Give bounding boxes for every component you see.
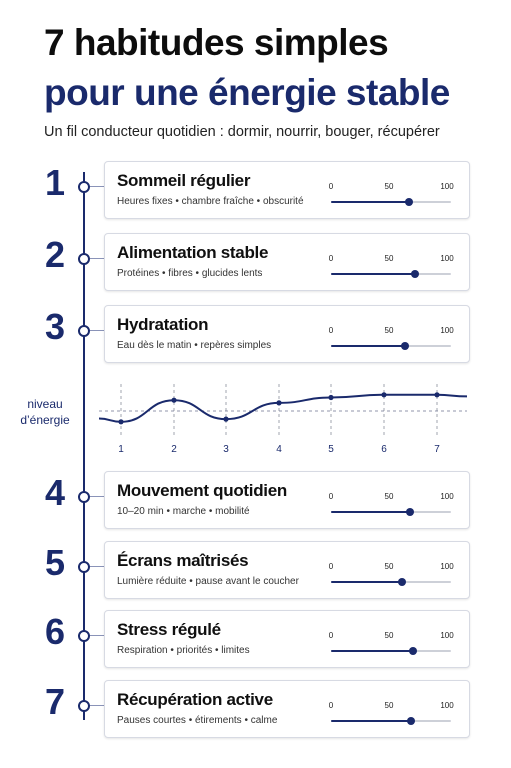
habit-description: 10–20 min • marche • mobilité bbox=[117, 506, 250, 517]
scale-tick-label: 100 bbox=[440, 701, 454, 710]
title-line-1: 7 habitudes simples bbox=[44, 22, 389, 63]
x-tick-label: 1 bbox=[118, 444, 124, 455]
habit-title: Stress régulé bbox=[117, 620, 221, 639]
scale-tick-label: 100 bbox=[440, 254, 454, 263]
level-slider-fill bbox=[331, 650, 413, 652]
level-slider-fill bbox=[331, 511, 410, 513]
scale-tick-label: 100 bbox=[440, 562, 454, 571]
level-slider-track bbox=[331, 511, 451, 513]
habit-title: Mouvement quotidien bbox=[117, 481, 287, 500]
timeline-connector bbox=[90, 186, 104, 187]
timeline-connector bbox=[90, 496, 104, 497]
scale-tick-label: 0 bbox=[328, 182, 334, 191]
x-tick-label: 3 bbox=[223, 444, 229, 455]
habit-card bbox=[104, 680, 470, 738]
scale-tick-label: 100 bbox=[440, 631, 454, 640]
scale-tick-label: 50 bbox=[384, 182, 394, 191]
level-slider-fill bbox=[331, 581, 402, 583]
level-slider-track bbox=[331, 650, 451, 652]
habit-card bbox=[104, 471, 470, 529]
timeline-node bbox=[78, 700, 90, 712]
timeline-node bbox=[78, 491, 90, 503]
habit-card bbox=[104, 233, 470, 291]
habit-description: Pauses courtes • étirements • calme bbox=[117, 715, 278, 726]
habit-number: 4 bbox=[44, 472, 66, 513]
level-slider-knob bbox=[398, 578, 406, 586]
habit-number: 5 bbox=[44, 542, 66, 583]
habit-description: Eau dès le matin • repères simples bbox=[117, 340, 272, 351]
x-tick-label: 4 bbox=[276, 444, 282, 455]
level-slider-knob bbox=[406, 508, 414, 516]
scale-tick-label: 0 bbox=[328, 631, 334, 640]
energy-point bbox=[171, 398, 176, 403]
timeline-connector bbox=[90, 330, 104, 331]
scale-tick-label: 50 bbox=[384, 701, 394, 710]
level-slider-track bbox=[331, 720, 451, 722]
x-tick-label: 5 bbox=[328, 444, 334, 455]
x-tick-label: 6 bbox=[381, 444, 387, 455]
level-slider-fill bbox=[331, 201, 409, 203]
level-slider-knob bbox=[407, 717, 415, 725]
habit-title: Récupération active bbox=[117, 690, 273, 709]
habit-number: 7 bbox=[44, 681, 66, 722]
timeline-node bbox=[78, 181, 90, 193]
energy-point bbox=[434, 392, 439, 397]
energy-chart bbox=[95, 378, 470, 462]
habit-card bbox=[104, 610, 470, 668]
habit-description: Protéines • fibres • glucides lents bbox=[117, 268, 263, 279]
level-slider-fill bbox=[331, 720, 411, 722]
title-line-2: pour une énergie stable bbox=[44, 72, 450, 113]
scale-tick-label: 50 bbox=[384, 562, 394, 571]
scale-tick-label: 100 bbox=[440, 492, 454, 501]
level-slider-knob bbox=[411, 270, 419, 278]
energy-point bbox=[223, 417, 228, 422]
scale-tick-label: 50 bbox=[384, 254, 394, 263]
habit-card bbox=[104, 305, 470, 363]
habit-number: 6 bbox=[44, 611, 66, 652]
timeline-connector bbox=[90, 635, 104, 636]
habit-title: Hydratation bbox=[117, 315, 209, 334]
timeline-connector bbox=[90, 566, 104, 567]
timeline-node bbox=[78, 561, 90, 573]
level-slider-fill bbox=[331, 345, 405, 347]
timeline-connector bbox=[90, 258, 104, 259]
level-slider-track bbox=[331, 273, 451, 275]
timeline-node bbox=[78, 630, 90, 642]
timeline-connector bbox=[90, 705, 104, 706]
habit-description: Lumière réduite • pause avant le coucher bbox=[117, 576, 299, 587]
scale-tick-label: 50 bbox=[384, 631, 394, 640]
level-slider-fill bbox=[331, 273, 415, 275]
habit-description: Respiration • priorités • limites bbox=[117, 645, 250, 656]
level-slider-track bbox=[331, 581, 451, 583]
habit-card bbox=[104, 161, 470, 219]
habit-number: 2 bbox=[44, 234, 66, 275]
scale-tick-label: 0 bbox=[328, 492, 334, 501]
scale-tick-label: 0 bbox=[328, 701, 334, 710]
level-slider-track bbox=[331, 201, 451, 203]
scale-tick-label: 50 bbox=[384, 492, 394, 501]
energy-line bbox=[99, 395, 467, 422]
scale-tick-label: 0 bbox=[328, 254, 334, 263]
x-tick-label: 2 bbox=[171, 444, 177, 455]
habit-card bbox=[104, 541, 470, 599]
scale-tick-label: 50 bbox=[384, 326, 394, 335]
scale-tick-label: 100 bbox=[440, 326, 454, 335]
energy-point bbox=[276, 400, 281, 405]
scale-tick-label: 0 bbox=[328, 326, 334, 335]
habit-description: Heures fixes • chambre fraîche • obscurité bbox=[117, 196, 304, 207]
level-slider-knob bbox=[409, 647, 417, 655]
energy-axis-label: niveau d’énergie bbox=[20, 397, 70, 427]
energy-point bbox=[328, 395, 333, 400]
timeline-node bbox=[78, 325, 90, 337]
level-slider-track bbox=[331, 345, 451, 347]
habit-title: Écrans maîtrisés bbox=[117, 551, 249, 570]
habit-title: Sommeil régulier bbox=[117, 171, 251, 190]
scale-tick-label: 0 bbox=[328, 562, 334, 571]
energy-point bbox=[118, 419, 123, 424]
energy-point bbox=[381, 392, 386, 397]
habit-number: 1 bbox=[44, 162, 66, 203]
x-tick-label: 7 bbox=[434, 444, 440, 455]
subtitle: Un fil conducteur quotidien : dormir, nourrir, bouger, récupérer bbox=[44, 124, 440, 140]
timeline-node bbox=[78, 253, 90, 265]
habit-number: 3 bbox=[44, 306, 66, 347]
scale-tick-label: 100 bbox=[440, 182, 454, 191]
level-slider-knob bbox=[401, 342, 409, 350]
level-slider-knob bbox=[405, 198, 413, 206]
habit-title: Alimentation stable bbox=[117, 243, 269, 262]
